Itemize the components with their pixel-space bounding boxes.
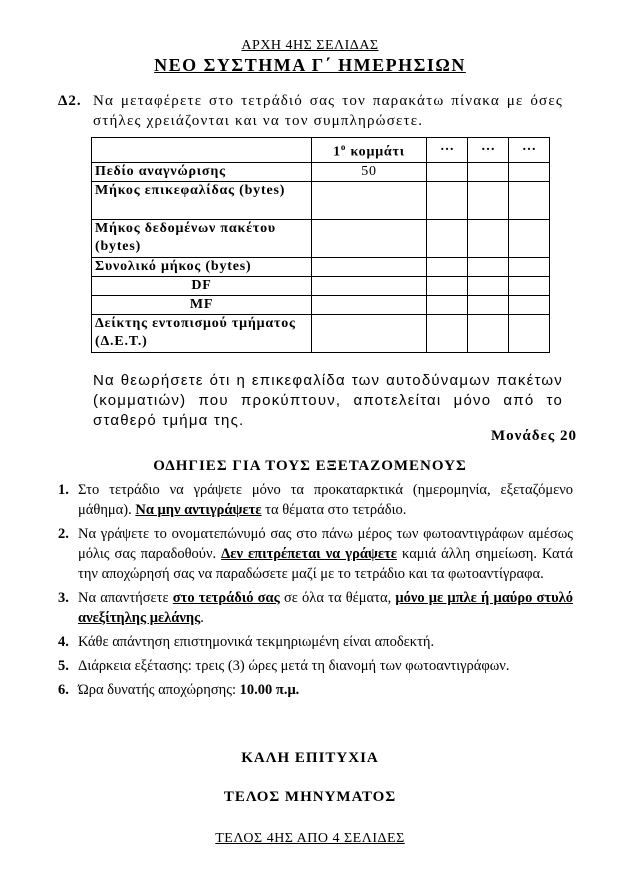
good-luck-text: ΚΑΛΗ ΕΠΙΤΥΧΙΑ xyxy=(241,750,379,766)
page-header: ΑΡΧΗ 4ΗΣ ΣΕΛΙΔΑΣ xyxy=(241,38,379,53)
empty-cell xyxy=(427,219,468,257)
table-corner-cell xyxy=(92,138,312,163)
table-header-row xyxy=(92,138,550,163)
empty-cell xyxy=(468,257,509,276)
item-emphasis: Να μην αντιγράψετε xyxy=(135,502,262,518)
empty-cell xyxy=(427,181,468,219)
list-item xyxy=(58,632,573,652)
list-item xyxy=(58,680,573,700)
column-header-ordinal: ο xyxy=(340,142,347,152)
empty-cell xyxy=(427,162,468,181)
empty-cell xyxy=(509,181,550,219)
empty-cell xyxy=(468,162,509,181)
row-label: Συνολικό μήκος (bytes) xyxy=(92,257,312,276)
row-value xyxy=(312,295,427,314)
item-text: . xyxy=(200,610,204,626)
empty-cell xyxy=(468,181,509,219)
empty-cell xyxy=(509,314,550,352)
row-value xyxy=(312,276,427,295)
column-header-fragment-1 xyxy=(312,138,427,163)
empty-cell xyxy=(468,295,509,314)
question-text: Να μεταφέρετε στο τετράδιό σας τον παρακάτω πίνακα με όσες στήλες χρειάζονται και να τον συμπληρώσετε. xyxy=(93,93,563,129)
exam-title: ΝΕΟ ΣΥΣΤΗΜΑ Γ΄ ΗΜΕΡΗΣΙΩΝ xyxy=(154,55,466,75)
item-number: 3. xyxy=(58,590,69,606)
table-row xyxy=(92,276,550,295)
row-label: Μήκος δεδομένων πακέτου (bytes) xyxy=(92,219,312,257)
table-row xyxy=(92,162,550,181)
list-item xyxy=(58,480,573,520)
table-row xyxy=(92,181,550,219)
question-number: Δ2. xyxy=(58,93,82,109)
row-value xyxy=(312,314,427,352)
item-emphasis: στο τετράδιό σας xyxy=(172,590,280,606)
table-row xyxy=(92,295,550,314)
item-emphasis: 10.00 π.μ. xyxy=(239,682,300,698)
item-text: καμιά άλλη σημείωση. Κατά την αποχώρησή σας να παραδώσετε μαζί με το τετράδιο και τα φωτοαντίγραφα. xyxy=(78,546,573,582)
end-message: ΤΕΛΟΣ ΜΗΝΥΜΑΤΟΣ xyxy=(223,789,397,805)
list-item xyxy=(58,588,573,628)
item-emphasis: Δεν επιτρέπεται να γράψετε xyxy=(221,546,397,562)
item-emphasis: μόνο με μπλε ή μαύρο στυλό ανεξίτηλης μελάνης xyxy=(78,590,573,626)
item-number: 1. xyxy=(58,482,69,498)
item-text: Να απαντήσετε xyxy=(78,590,173,606)
empty-cell xyxy=(509,257,550,276)
row-label: Πεδίο αναγνώρισης xyxy=(92,162,312,181)
item-number: 5. xyxy=(58,658,69,674)
list-item xyxy=(58,524,573,584)
item-number: 4. xyxy=(58,634,69,650)
empty-cell xyxy=(427,257,468,276)
packet-table xyxy=(91,137,550,353)
row-label: DF xyxy=(92,276,312,295)
instructions-title: ΟΔΗΓΙΕΣ ΓΙΑ ΤΟΥΣ ΕΞΕΤΑΖΟΜΕΝΟΥΣ xyxy=(153,458,467,474)
empty-cell xyxy=(509,219,550,257)
empty-cell xyxy=(468,276,509,295)
item-number: 2. xyxy=(58,526,69,542)
item-text: τα θέματα στο τετράδιο. xyxy=(261,502,407,518)
table-row xyxy=(92,219,550,257)
marks-label: Μονάδες 20 xyxy=(490,428,577,444)
item-number: 6. xyxy=(58,682,69,698)
column-header-label: κομμάτι xyxy=(346,144,405,160)
item-text: Να γράψετε το ονοματεπώνυμό σας στο πάνω μέρος των φωτοαντιγράφων αμέσως μόλις σας παραδοθούν. xyxy=(78,526,573,562)
empty-cell xyxy=(468,314,509,352)
empty-cell xyxy=(509,295,550,314)
table-row xyxy=(92,257,550,276)
column-header-dots: … xyxy=(509,138,550,163)
instructions-list xyxy=(58,480,573,704)
page-footer: ΤΕΛΟΣ 4ΗΣ ΑΠΟ 4 ΣΕΛΙΔΕΣ xyxy=(215,831,405,846)
empty-cell xyxy=(468,219,509,257)
item-text: σε όλα τα θέματα, xyxy=(279,590,396,606)
list-item xyxy=(58,656,573,676)
item-text: Ώρα δυνατής αποχώρησης: xyxy=(78,682,240,698)
row-label: Μήκος επικεφαλίδας (bytes) xyxy=(92,181,312,219)
empty-cell xyxy=(509,162,550,181)
row-label: MF xyxy=(92,295,312,314)
row-label: Δείκτης εντοπισμού τμήματος (Δ.Ε.Τ.) xyxy=(92,314,312,352)
item-text: Στο τετράδιο να γράψετε μόνο τα προκαταρκτικά (ημερομηνία, εξεταζόμενο μάθημα). xyxy=(78,482,573,518)
empty-cell xyxy=(427,295,468,314)
empty-cell xyxy=(427,314,468,352)
column-header-dots: … xyxy=(427,138,468,163)
row-value xyxy=(312,219,427,257)
item-text: Κάθε απάντηση επιστημονικά τεκμηριωμένη είναι αποδεκτή. xyxy=(78,634,435,650)
column-header-dots: … xyxy=(468,138,509,163)
empty-cell xyxy=(509,276,550,295)
question-note: Να θεωρήσετε ότι η επικεφαλίδα των αυτοδύναμων πακέτων (κομματιών) που προκύπτουν, αποτελείται μόνο από το σταθερό τμήμα της. xyxy=(93,372,563,429)
row-value: 50 xyxy=(312,162,427,181)
column-header-number: 1 xyxy=(333,144,341,160)
row-value xyxy=(312,257,427,276)
row-value xyxy=(312,181,427,219)
item-text: Διάρκεια εξέτασης: τρεις (3) ώρες μετά τη διανομή των φωτοαντιγράφων. xyxy=(78,658,510,674)
table-row xyxy=(92,314,550,352)
empty-cell xyxy=(427,276,468,295)
